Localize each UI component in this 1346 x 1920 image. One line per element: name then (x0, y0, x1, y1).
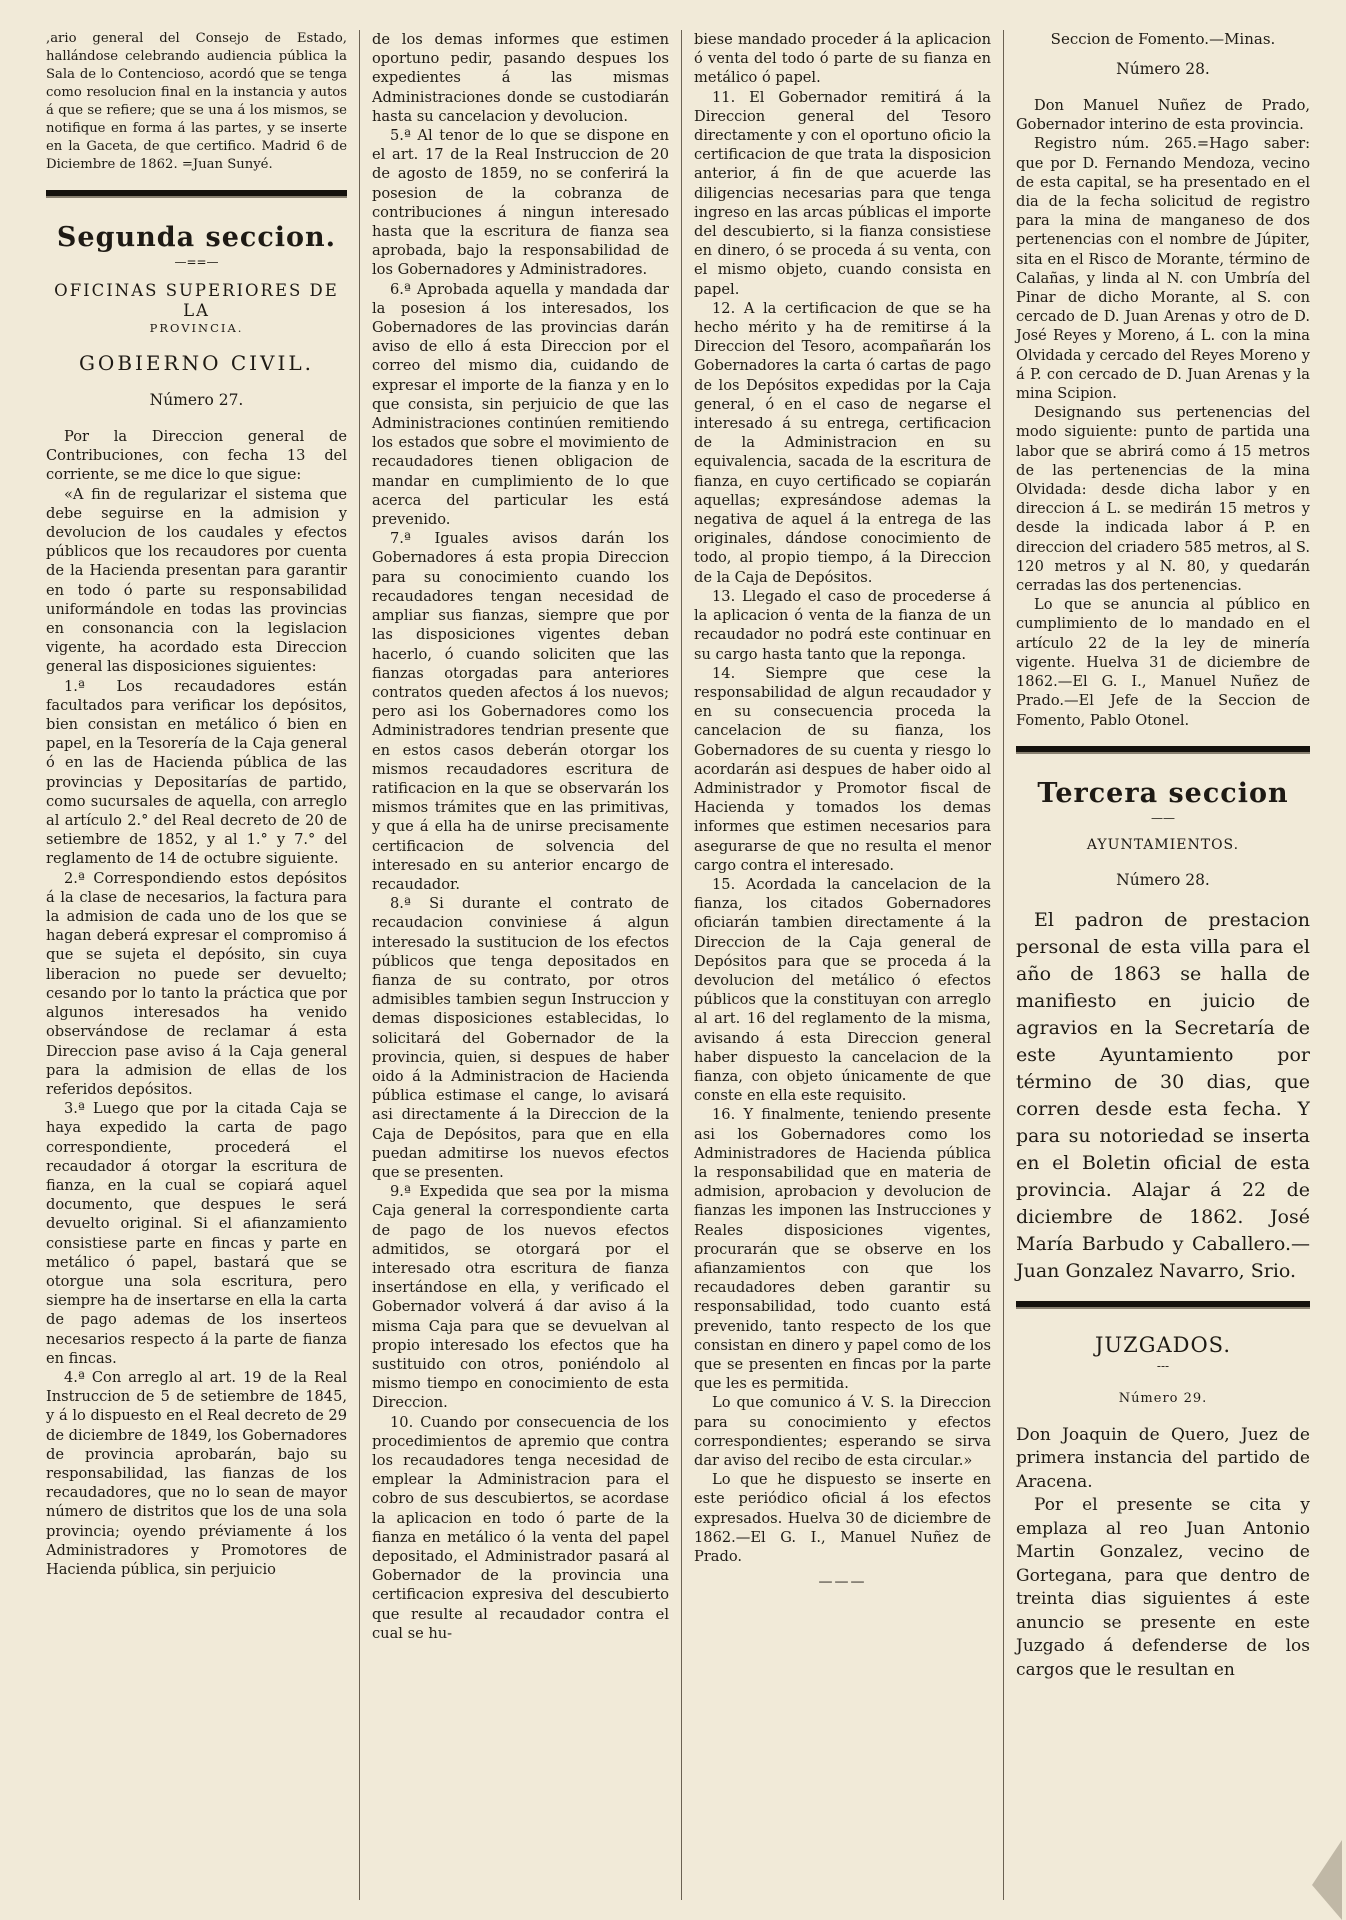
page-corner-mark (1302, 1840, 1342, 1920)
section-divider (1016, 1301, 1310, 1309)
section-title: Segunda seccion. (56, 222, 337, 253)
paragraph: 10. Cuando por consecuencia de los procedimientos de apremio que contra los recaudadores tenga necesidad de emplear la Administracion para el cobro de sus descubiertos, se acordase la aplicacion en todo ó parte de la fianza en metálico ó la venta del papel depositado, el Administrador pasará al Gobernador de la provincia una certificacion expresiva del descubierto que resulte al recaudador contra el cual se hu- (372, 1413, 669, 1642)
heading-fomento: Seccion de Fomento.—Minas. (1050, 30, 1276, 48)
paragraph: Don Joaquin de Quero, Juez de primera instancia del partido de Aracena. (1016, 1424, 1310, 1492)
section-divider (1016, 746, 1310, 754)
paragraph: 1.ª Los recaudadores están facultados para verificar los depósitos, bien consistan en metálico ó bien en papel, en la Tesorería de la Caja general ó en las de Hacienda pública de las provincias y Depositarías de partido, como sucursales de aquella, con arreglo al artículo 2.° del Real decreto de 20 de setiembre de 1852, y al 1.° y 7.° del reglamento de 14 de octubre siguiente. (46, 677, 347, 868)
paragraph: El padron de prestacion personal de esta villa para el año de 1863 se halla de manifiesto en juicio de agravios en la Secretaría de este Ayuntamiento por término de 30 dias, que corren desde esta fecha. Y para su notoriedad se inserta en el Boletin oficial de esta provincia. Alajar á 22 de diciembre de 1862. José María Barbudo y Caballero.—Juan Gonzalez Navarro, Srio. (1016, 908, 1310, 1282)
heading-gobierno: GOBIERNO CIVIL. (78, 351, 315, 375)
paragraph: 7.ª Iguales avisos darán los Gobernadores á esta propia Direccion para su conocimiento cuando los recaudadores tengan necesidad de ampliar sus fianzas, siempre que por las disposiciones vigentes deban hacerlo, ó cuando soliciten que las fianzas otorgadas para anteriores contratos queden afectos á los nuevos; pero asi los Gobernadores como los Administradores tendrian presente que en estos casos deberán otorgar los mismos recaudadores escritura de ratificacion en la que se observarán los mismos trámites que en las primitivas, y que á ella ha de unirse precisamente certificacion de solvencia del interesado en su anterior encargo de recaudador. (372, 530, 669, 893)
paragraph: 4.ª Con arreglo al art. 19 de la Real Instruccion de 5 de setiembre de 1845, y á lo dispuesto en el Real decreto de 29 de diciembre de 1849, los Gobernadores de provincia aprobarán, bajo su responsabilidad, las fianzas de los recaudadores, que no lo sean de mayor número de distritos que los de una sola provincia; oyendo préviamente á los Administradores y Promotores de Hacienda pública, sin perjuicio (46, 1368, 347, 1578)
paragraph: 9.ª Expedida que sea por la misma Caja general la correspondiente carta de pago de los nuevos efectos admitidos, se otorgará por el interesado otra escritura de fianza insertándose en ella, y verificado el Gobernador volverá á dar aviso á la misma Caja para que se devuelvan al propio interesado los efectos que ha sustituido con otros, poniéndolo al mismo tiempo en conocimiento de esta Direccion. (372, 1183, 669, 1412)
section-title: Tercera seccion (1037, 777, 1289, 809)
paragraph: 12. A la certificacion de que se ha hecho mérito y ha de remitirse á la Direccion del Tesoro, acompañarán los Gobernadores la carta ó cartas de pago de los Depósitos expedidas por la Caja general, ó en el caso de negarse el interesado á su entrega, certificacion de la Administracion en su equivalencia, sacada de la escritura de fianza, en cuyo certificado se copiarán aquellas; expresándose ademas la negativa de aquel á la entrega de las originales, dándose conocimiento de todo, al propio tiempo, á la Direccion de la Caja de Depósitos. (694, 299, 991, 586)
heading-ayuntamientos: AYUNTAMIENTOS. (1086, 836, 1240, 853)
column-3 (682, 30, 1004, 1900)
paragraph: 2.ª Correspondiendo estos depósitos á la clase de necesarios, la factura para la admision de cada uno de los que se hagan deberá expresar el compromiso á que se sujeta el depósito, sin cuya liberacion no puede ser devuelto; cesando por lo tanto la práctica que por algunos interesados ha venido observándose de reclamar á esta Direccion pase aviso á la Caja general para la admision de ellas de los referidos depósitos. (46, 869, 347, 1098)
column-4 (1004, 30, 1310, 1900)
notice-number: Número 28. (1116, 870, 1210, 889)
section-divider (46, 190, 347, 198)
paragraph: Designando sus pertenencias del modo siguiente: punto de partida una labor que se abrirá como á 15 metros de las pertenencias de la mina Olvidada: desde dicha labor y en direccion á L. se medirán 15 metros y desde la indicada labor á P. en direccion del criadero 585 metros, al S. 120 metros y al N. 80, y quedarán cerradas las dos pertenencias. (1016, 404, 1310, 595)
paragraph: 6.ª Aprobada aquella y mandada dar la posesion á los interesados, los Gobernadores de las provincias darán aviso de ello á esta Direccion por el correo del mismo dia, cuidando de expresar el importe de la fianza y en lo que consista, sin perjuicio de que las Administraciones continúen remitiendo los estados que sobre el movimiento de recaudadores tienen obligacion de mandar en cumplimiento de lo que acerca del particular les está prevenido. (372, 280, 669, 529)
paragraph: «A fin de regularizar el sistema que debe seguirse en la admision y devolucion de los caudales y efectos públicos que los recaudores por cuenta de la Hacienda presentan para garantir en todo ó parte su responsabilidad uniformándole en todas las provincias en consonancia con la legislacion vigente, ha acordado esta Direccion general las disposiciones siguientes: (46, 485, 347, 676)
paragraph: 11. El Gobernador remitirá á la Direccion general del Tesoro directamente y con el oportuno oficio la certificacion de que trata la disposicion anterior, á fin de que acuerde las diligencias necesarias para que tenga ingreso en las arcas públicas el importe del descubierto, si la fianza consistiese en dinero, ó se proceda á su venta, con el mismo objeto, cuando consista en papel. (694, 88, 991, 298)
paragraph: 16. Y finalmente, teniendo presente asi los Gobernadores como los Administradores de Hacienda pública la responsabilidad que en materia de admision, aprobacion y devolucion de fianzas les imponen las Instrucciones y Reales disposiciones vigentes, procurarán que se observe en los afianzamientos con que los recaudadores deben garantir su responsabilidad, todo cuanto está prevenido, tanto respecto de los que consistan en dinero y papel como de los que se presenten en fincas por la parte que les es permitida. (694, 1106, 991, 1393)
column-2 (360, 30, 682, 1900)
paragraph: Por la Direccion general de Contribuciones, con fecha 13 del corriente, se me dice lo que sigue: (46, 428, 347, 484)
paragraph: 3.ª Luego que por la citada Caja se haya expedido la carta de pago correspondiente, procederá el recaudador á otorgar la escritura de fianza, en la cual se copiará aquel documento, que despues le será devuelto original. Si el afianzamiento consistiese parte en fincas y parte en metálico ó papel, bastará que se otorgue una sola escritura, pero siempre ha de insertarse en ella la carta de pago ademas de los inserteos necesarios respecto á la parte de fianza en fincas. (46, 1100, 347, 1367)
paragraph: Por el presente se cita y emplaza al reo Juan Antonio Martin Gonzalez, vecino de Gortegana, para que dentro de treinta dias siguientes á este anuncio se presente en este Juzgado á defenderse de los cargos que le resultan en (1016, 1495, 1310, 1680)
paragraph: 8.ª Si durante el contrato de recaudacion conviniese á algun interesado la sustitucion de los efectos públicos que tenga depositados en fianza de su contrato, por otros admisibles tambien segun Instruccion y demas disposiciones establecidas, lo solicitará del Gobernador de la provincia, quien, si despues de haber oido á la Administracion de Hacienda pública estimase el cange, lo avisará asi directamente á la Direccion de la Caja de Depósitos, para que en ella puedan admitirse los nuevos efectos que se presenten. (372, 895, 669, 1181)
subheading: PROVINCIA. (149, 321, 244, 335)
paragraph: 13. Llegado el caso de procederse á la aplicacion ó venta de la fianza de un recaudador no podrá este continuar en su cargo hasta tanto que la reponga. (694, 587, 991, 663)
paragraph: biese mandado proceder á la aplicacion ó venta del todo ó parte de su fianza en metálico ó papel. (694, 31, 991, 87)
paragraph: Don Manuel Nuñez de Prado, Gobernador interino de esta provincia. (1016, 97, 1310, 134)
ornament-rule: —==— (174, 255, 219, 269)
paragraph: Lo que he dispuesto se inserte en este periódico oficial á los efectos expresados. Huelva 30 de diciembre de 1862.—El G. I., Manuel Nuñez de Prado. (694, 1471, 991, 1566)
paragraph: Lo que comunico á V. S. la Direccion para su conocimiento y efectos correspondientes; esperando se sirva dar aviso del recibo de esta circular.» (694, 1394, 991, 1470)
paragraph: ,ario general del Consejo de Estado, hallándose celebrando audiencia pública la Sala de lo Contencioso, acordó que se tenga como resolucion final en la instancia y autos á que se refiere; que se una á los mismos, se notifique en forma á las partes, y se inserte en la Gaceta, de que certifico. Madrid 6 de Diciembre de 1862. =Juan Sunyé. (46, 31, 347, 172)
ornament-rule: --- (1156, 1358, 1170, 1373)
columns (44, 30, 1310, 1900)
paragraph: 14. Siempre que cese la responsabilidad de algun recaudador y en su consecuencia proceda la cancelacion de su fianza, los Gobernadores de su cuenta y riesgo lo acordarán asi despues de haber oido al Administrador y Promotor fiscal de Hacienda y tomados los demas informes que estimen necesarios para asegurarse de que no resulta el menor cargo contra el interesado. (694, 664, 991, 874)
notice-number: Número 27. (149, 391, 244, 409)
notice-number: Número 29. (1118, 1390, 1208, 1406)
paragraph: Lo que se anuncia al público en cumplimiento de lo mandado en el artículo 22 de la ley de minería vigente. Huelva 31 de diciembre de 1862.—El G. I., Manuel Nuñez de Prado.—El Jefe de la Seccion de Fomento, Pablo Otonel. (1016, 596, 1310, 729)
notice-number: Número 28. (1116, 60, 1210, 78)
column-1 (44, 30, 360, 1900)
ornament-rule: —— (1151, 810, 1175, 825)
heading-juzgados: JUZGADOS. (1094, 1332, 1231, 1357)
paragraph: 15. Acordada la cancelacion de la fianza, los citados Gobernadores oficiarán tambien directamente á la Direccion de la Caja general de Depósitos para que se proceda á la devolucion del metálico ó efectos públicos que la constituyan con arreglo al art. 16 del reglamento de la misma, avisando á esta Direccion general haber dispuesto la cancelacion de la fianza, con objeto únicamente de que conste en ella este requisito. (694, 875, 991, 1105)
paragraph: de los demas informes que estimen oportuno pedir, pasando despues los expedientes á las mismas Administraciones donde se custodiarán hasta su cancelacion y devolucion. (372, 31, 669, 125)
end-rule: ——— (818, 1574, 867, 1591)
paragraph: 5.ª Al tenor de lo que se dispone en el art. 17 de la Real Instruccion de 20 de agosto de 1859, no se conferirá la posesion de la cobranza de contribuciones á ningun interesado hasta que la escritura de fianza sea aprobada, bajo la responsabilidad de los Gobernadores y Administradores. (372, 127, 669, 279)
paragraph: Registro núm. 265.=Hago saber: que por D. Fernando Mendoza, vecino de esta capital, se ha presentado en el dia de la fecha solicitud de registro para la mina de manganeso de dos pertenencias con el nombre de Júpiter, sita en el Risco de Morante, término de Calañas, y linda al N. con Umbría del Pinar de dicho Morante, al S. con cercado de D. Juan Arenas y otro de D. José Reyes y Moreno, á L. con la mina Olvidada y cercado del Reyes Moreno y á P. con cercado de D. Juan Arenas y la mina Scipion. (1016, 135, 1310, 403)
heading: OFICINAS SUPERIORES DE LA (54, 281, 339, 320)
